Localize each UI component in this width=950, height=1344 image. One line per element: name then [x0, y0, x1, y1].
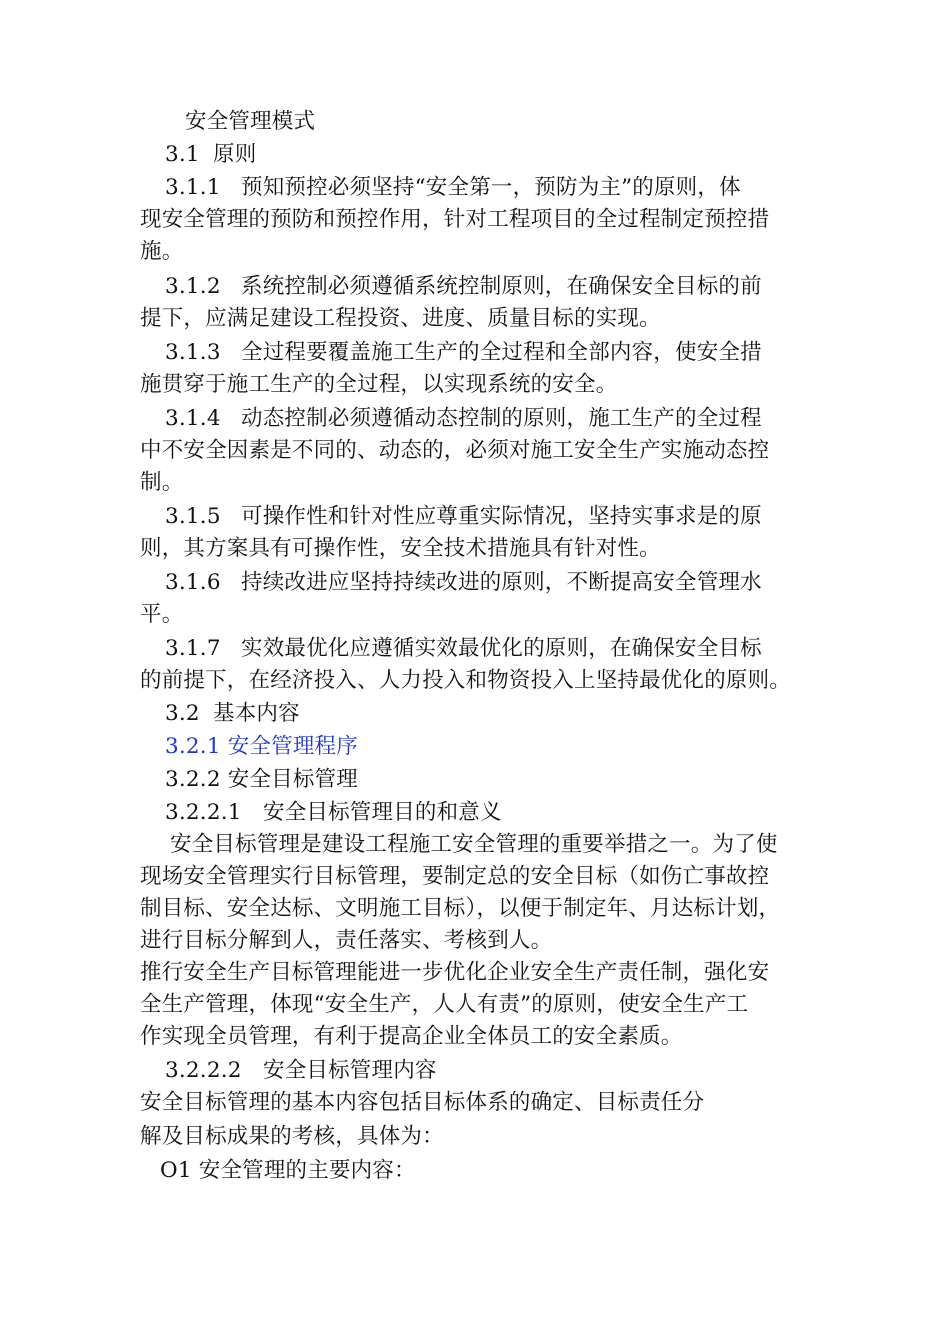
item-number: 3.1.7 — [165, 636, 221, 661]
item-3-1-6-line-2: 平。 — [140, 602, 184, 627]
paragraph-1-line-2: 现场安全管理实行目标管理，要制定总的安全目标（如伤亡事故控 — [140, 864, 770, 889]
heading-3-2-2: 3.2.2 安全目标管理 — [165, 767, 358, 792]
item-text: 动态控制必须遵循动态控制的原则，施工生产的全过程 — [241, 406, 762, 431]
link-3-2-1[interactable]: 3.2.1 安全管理程序 — [165, 734, 358, 759]
item-3-1-2-line-2: 提下，应满足建设工程投资、进度、质量目标的实现。 — [140, 306, 661, 331]
subsection-number: 3.2.2.1 — [165, 800, 242, 825]
subsection-number: 3.2.2.2 — [165, 1058, 242, 1083]
paragraph-2-line-3: 作实现全员管理，有利于提高企业全体员工的安全素质。 — [140, 1024, 683, 1049]
item-3-1-1-line-3: 施。 — [140, 239, 184, 264]
item-3-1-4-line-1 — [165, 405, 762, 433]
item-3-1-1-line-2: 现安全管理的预防和预控作用，针对工程项目的全过程制定预控措 — [140, 207, 770, 232]
item-3-1-7-line-2: 的前提下，在经济投入、人力投入和物资投入上坚持最优化的原则。 — [140, 668, 792, 693]
item-number: 3.1.2 — [165, 274, 221, 299]
item-3-1-5-line-1 — [165, 503, 762, 531]
item-text: 全过程要覆盖施工生产的全过程和全部内容，使安全措 — [241, 340, 762, 365]
item-text: 可操作性和针对性应尊重实际情况，坚持实事求是的原 — [241, 504, 762, 529]
section-number: 3.2 — [165, 701, 200, 726]
item-3-1-5-line-2: 则，其方案具有可操作性，安全技术措施具有针对性。 — [140, 536, 661, 561]
subsection-title: 安全目标管理内容 — [263, 1058, 437, 1083]
section-3-1-heading — [165, 141, 256, 169]
item-3-1-1-line-1 — [165, 174, 741, 202]
paragraph-1-line-3: 制目标、安全达标、文明施工目标），以便于制定年、月达标计划， — [140, 896, 781, 921]
item-3-1-3-line-1 — [165, 339, 762, 367]
item-number: 3.1.1 — [165, 175, 221, 200]
paragraph-2-line-2: 全生产管理，体现“安全生产，人人有责”的原则，使安全生产工 — [140, 992, 749, 1017]
section-title: 原则 — [213, 142, 257, 167]
paragraph-1-line-1: 安全目标管理是建设工程施工安全管理的重要举措之一。为了使 — [170, 832, 778, 857]
item-3-1-4-line-3: 制。 — [140, 470, 184, 495]
item-3-1-4-line-2: 中不安全因素是不同的、动态的，必须对施工安全生产实施动态控 — [140, 438, 770, 463]
section-number: 3.1 — [165, 142, 200, 167]
section-3-2-heading — [165, 700, 300, 728]
paragraph-1-line-4: 进行目标分解到人，责任落实、考核到人。 — [140, 928, 553, 953]
section-title: 基本内容 — [213, 701, 300, 726]
item-text: 预知预控必须坚持“安全第一，预防为主”的原则，体 — [241, 175, 741, 200]
subsection-title: 安全目标管理目的和意义 — [263, 800, 502, 825]
item-3-1-3-line-2: 施贯穿于施工生产的全过程，以实现系统的安全。 — [140, 372, 618, 397]
item-text: 系统控制必须遵循系统控制原则，在确保安全目标的前 — [241, 274, 762, 299]
heading-3-2-2-2 — [165, 1057, 437, 1085]
document-heading: 安全管理模式 — [185, 109, 316, 134]
item-number: 3.1.3 — [165, 340, 221, 365]
list-item-o1: O1 安全管理的主要内容： — [160, 1158, 416, 1183]
item-text: 实效最优化应遵循实效最优化的原则，在确保安全目标 — [241, 636, 762, 661]
heading-3-2-2-1 — [165, 799, 502, 827]
item-number: 3.1.6 — [165, 570, 221, 595]
item-3-1-6-line-1 — [165, 569, 762, 597]
item-text: 持续改进应坚持持续改进的原则，不断提高安全管理水 — [241, 570, 762, 595]
item-number: 3.1.4 — [165, 406, 221, 431]
paragraph-3-line-1: 安全目标管理的基本内容包括目标体系的确定、目标责任分 — [140, 1090, 705, 1115]
paragraph-3-line-2: 解及目标成果的考核，具体为： — [140, 1124, 444, 1149]
item-3-1-7-line-1 — [165, 635, 762, 663]
item-3-1-2-line-1 — [165, 273, 762, 301]
item-number: 3.1.5 — [165, 504, 221, 529]
paragraph-2-line-1: 推行安全生产目标管理能进一步优化企业安全生产责任制，强化安 — [140, 960, 770, 985]
